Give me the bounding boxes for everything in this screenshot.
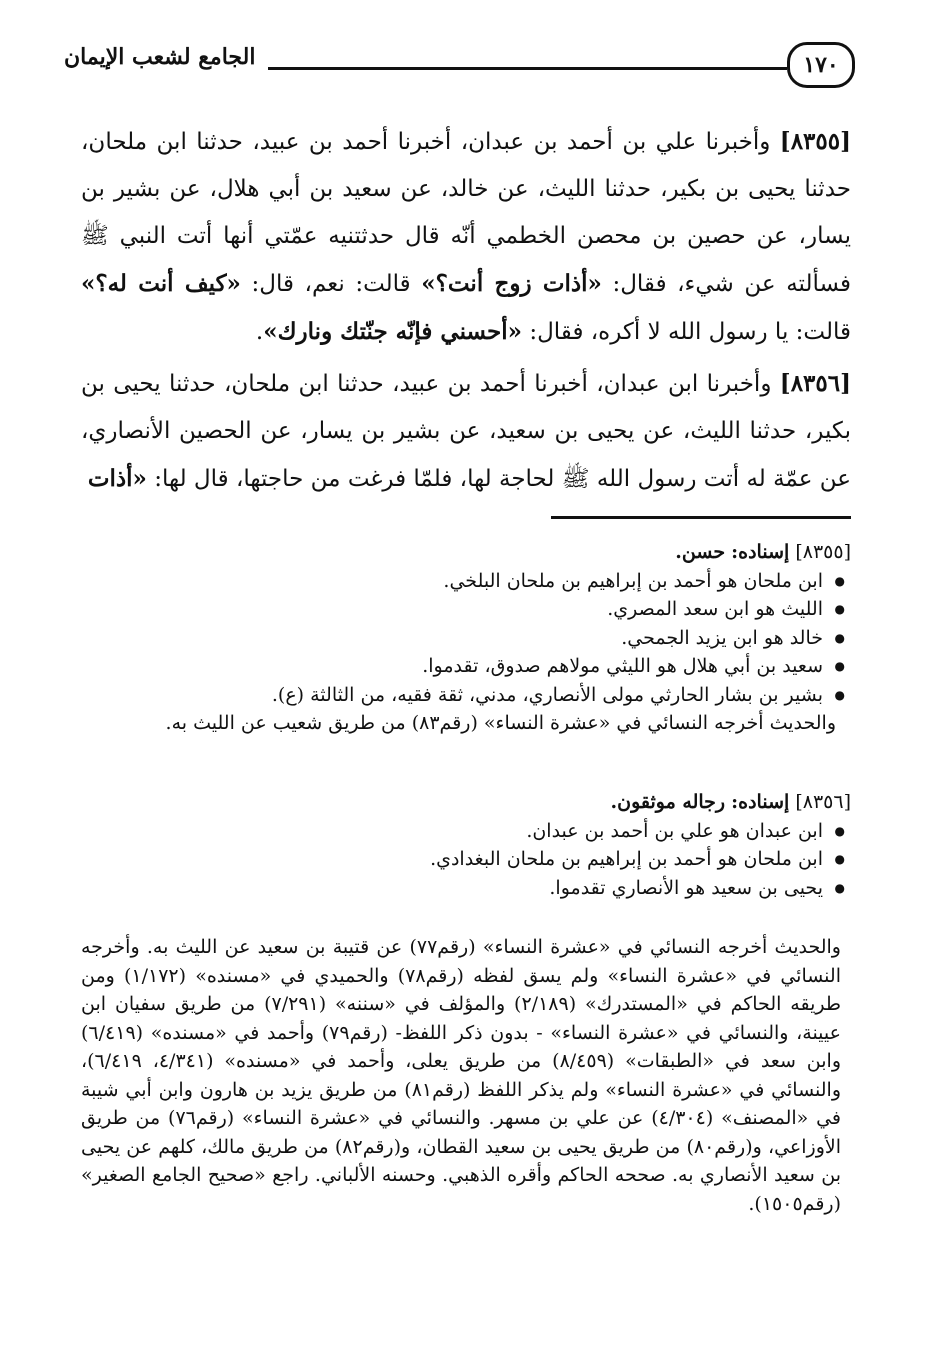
footnote-heading xyxy=(81,538,851,567)
footnote-grade: رجاله موثقون. xyxy=(610,791,726,813)
hadith-8355 xyxy=(81,118,851,356)
hadith-quote: «أحسني فإنّه جنّتك ونارك» xyxy=(263,318,523,345)
narrator-item: ● ابن ملحان هو أحمد بن إبراهيم بن ملحان البلخي. xyxy=(81,567,823,596)
footnote-8356-takhrij xyxy=(81,933,851,1218)
hadith-number: [٨٣٥٦] xyxy=(779,370,851,397)
header-rule xyxy=(268,67,787,70)
footnote-8355 xyxy=(81,538,851,738)
footnote-grade: حسن. xyxy=(675,541,726,563)
hadith-text: . xyxy=(255,319,264,345)
narrator-item: ● بشير بن بشار الحارثي مولى الأنصاري، مدني، ثقة فقيه، من الثالثة (ع). xyxy=(81,681,823,710)
hadith-text: قالت: يا رسول الله لا أكره، فقال: xyxy=(522,319,851,345)
narrator-item: ● يحيى بن سعيد هو الأنصاري تقدموا. xyxy=(81,874,823,903)
footnote-label: إسناده: xyxy=(731,541,790,563)
footnote-number: [٨٣٥٦] xyxy=(795,791,851,813)
narrator-item: ● ابن ملحان هو أحمد بن إبراهيم بن ملحان البغدادي. xyxy=(81,845,823,874)
footnote-heading xyxy=(81,788,851,817)
footnote-number: [٨٣٥٥] xyxy=(795,541,851,563)
narrator-item: ● الليث هو ابن سعد المصري. xyxy=(81,595,823,624)
hadith-number: [٨٣٥٥] xyxy=(779,128,851,155)
takhrij-note: والحديث أخرجه النسائي في «عشرة النساء» (رقم٨٣) من طريق شعيب عن الليث به. xyxy=(165,712,836,734)
footnote-label: إسناده: xyxy=(731,791,790,813)
hadith-text: قالت: نعم، قال: xyxy=(240,271,422,297)
hadith-quote: «أذات xyxy=(87,465,147,492)
hadith-text: وأخبرنا ابن عبدان، أخبرنا أحمد بن عبيد، حدثنا ابن ملحان، حدثنا يحيى بن بكير، حدثنا الليث، عن يحيى بن سعيد، عن بشير بن يسار، عن الحصين الأنصاري، عن عمّة له أتت رسول الله ﷺ لحاجة لها، فلمّا فرغت من حاجتها، قال لها: xyxy=(81,371,851,492)
book-title: الجامع لشعب الإيمان xyxy=(64,44,256,70)
takhrij-note: والحديث أخرجه النسائي في «عشرة النساء» (رقم٧٧) عن قتيبة بن سعيد عن الليث به. وأخرجه النسائي في «عشرة النساء» ولم يسق لفظه (رقم٧٨) والحميدي في «مسنده» (١/١٧٢) ومن طريقه الحاكم في «المستدرك» (٢/١٨٩) والمؤلف في «سننه» (٧/٢٩١) من طريق سفيان ابن عيينة، والنسائي في «عشرة النساء» - بدون ذكر اللفظ- (رقم٧٩) وأحمد في «مسنده» (٦/٤١٩) وابن سعد في «الطبقات» (٨/٤٥٩) من طريق يعلى، وأحمد في «مسنده» (٤/٣٤١، ٦/٤١٩)، والنسائي في «عشرة النساء» ولم يذكر اللفظ (رقم٨١) من طريق يزيد بن هارون وابن أبي شيبة في «المصنف» (٤/٣٠٤) عن علي بن مسهر. والنسائي في «عشرة النساء» (رقم٧٦) من طريق الأوزاعي، و(رقم٨٠) من طريق يحيى بن سعيد القطان، و(رقم٨٢) من طريق مالك، كلهم عن يحيى بن سعيد الأنصاري به. صححه الحاكم وأقره الذهبي. وحسنه الألباني. راجع «صحيح الجامع الصغير» (رقم١٥٠٥). xyxy=(81,936,842,1215)
narrator-list xyxy=(81,567,851,710)
page-number: ١٧٠ xyxy=(787,42,855,88)
narrator-item: ● خالد هو ابن يزيد الجمحي. xyxy=(81,624,823,653)
page-header xyxy=(60,40,855,96)
hadith-text: وأخبرنا علي بن أحمد بن عبدان، أخبرنا أحمد بن عبيد، حدثنا ابن ملحان، حدثنا يحيى بن بكير، حدثنا الليث، عن خالد، عن سعيد بن أبي هلال، عن بشير بن يسار، عن حصين بن محصن الخطمي أنّه قال حدثتنيه عمّتي أنها أتت النبي ﷺ فسألته عن شيء، فقال: xyxy=(81,129,852,297)
narrator-list xyxy=(81,817,851,903)
hadith-quote: «كيف أنت له؟» xyxy=(81,270,241,297)
hadith-8355-paragraph xyxy=(81,118,851,356)
narrator-item: ● سعيد بن أبي هلال هو الليثي مولاهم صدوق، تقدموا. xyxy=(81,652,823,681)
footnote-8356 xyxy=(81,788,851,902)
footnote-separator xyxy=(551,516,851,519)
hadith-8356 xyxy=(81,360,851,503)
narrator-item: ● ابن عبدان هو علي بن أحمد بن عبدان. xyxy=(81,817,823,846)
hadith-quote: «أذات زوج أنت؟» xyxy=(421,270,602,297)
hadith-8356-paragraph xyxy=(81,360,851,503)
